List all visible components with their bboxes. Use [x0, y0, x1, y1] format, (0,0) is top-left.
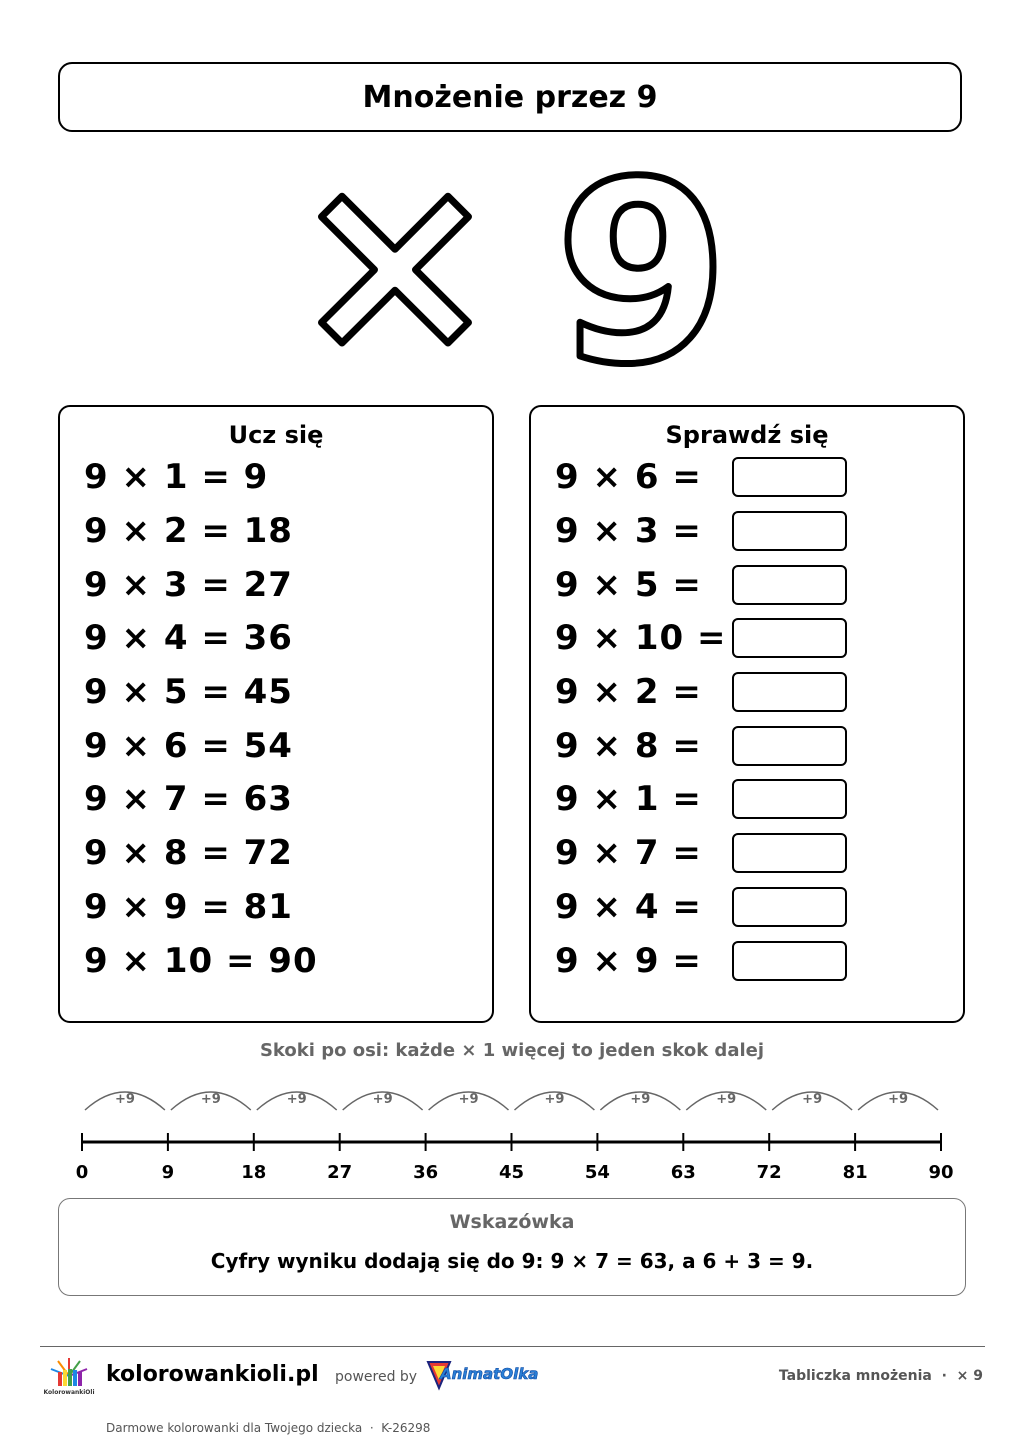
- number-line-tick-label: 9: [161, 1162, 175, 1183]
- number-line-tick-label: 90: [928, 1162, 954, 1183]
- powered-by-label: powered by: [335, 1369, 418, 1385]
- check-question: 9 × 2 =: [555, 672, 702, 712]
- check-title: Sprawdź się: [665, 421, 829, 449]
- jump-label: +9: [716, 1092, 737, 1107]
- hint-box: [58, 1198, 966, 1296]
- learn-row: 9 × 3 = 27: [84, 565, 293, 605]
- learn-title: Ucz się: [228, 421, 324, 449]
- footer-right-label: Tabliczka mnożenia · × 9: [778, 1368, 983, 1384]
- number-line-tick-label: 72: [756, 1162, 782, 1183]
- learn-row: 9 × 2 = 18: [84, 511, 293, 551]
- hint-text: Cyfry wyniku dodają się do 9: 9 × 7 = 63, a 6 + 3 = 9.: [210, 1249, 814, 1273]
- page-title-box: [58, 62, 962, 132]
- jump-label: +9: [114, 1092, 135, 1107]
- check-question: 9 × 8 =: [555, 726, 702, 766]
- learn-row: 9 × 7 = 63: [84, 779, 293, 819]
- answer-box[interactable]: [732, 511, 847, 551]
- answer-box[interactable]: [732, 941, 847, 981]
- learn-panel: [58, 405, 494, 1023]
- answer-box[interactable]: [732, 457, 847, 497]
- jump-label: +9: [630, 1092, 651, 1107]
- number-line-tick-label: 0: [75, 1162, 89, 1183]
- answer-box[interactable]: [732, 565, 847, 605]
- hint-title: Wskazówka: [449, 1211, 575, 1233]
- jump-label: +9: [458, 1092, 479, 1107]
- number-line-tick-label: 36: [413, 1162, 439, 1183]
- jump-label: +9: [544, 1092, 565, 1107]
- answer-box[interactable]: [732, 887, 847, 927]
- jump-label: +9: [888, 1092, 909, 1107]
- page-title: Mnożenie przez 9: [362, 79, 658, 115]
- number-line-caption: Skoki po osi: każde × 1 więcej to jeden skok dalej: [259, 1040, 765, 1061]
- jump-label: +9: [286, 1092, 307, 1107]
- big-multiply-symbol: ×: [290, 116, 500, 407]
- learn-row: 9 × 8 = 72: [84, 833, 293, 873]
- jump-label: +9: [802, 1092, 823, 1107]
- number-line-tick-label: 81: [842, 1162, 868, 1183]
- site-name-link[interactable]: kolorowankioli.pl: [106, 1362, 319, 1387]
- big-multiply-nine: [0, 116, 1024, 419]
- check-panel: [529, 405, 965, 1023]
- number-line-tick-label: 27: [327, 1162, 353, 1183]
- animatolka-logo-icon[interactable]: [424, 1356, 539, 1392]
- check-question: 9 × 5 =: [555, 565, 702, 605]
- number-line-tick-label: 45: [498, 1162, 525, 1183]
- answer-box[interactable]: [732, 618, 847, 658]
- check-question: 9 × 1 =: [555, 779, 702, 819]
- check-question: 9 × 7 =: [555, 833, 702, 873]
- big-number: 9: [555, 128, 729, 419]
- learn-row: 9 × 1 = 9: [84, 457, 269, 497]
- footer-divider: [40, 1346, 985, 1347]
- check-question: 9 × 10 =: [555, 618, 727, 658]
- answer-box[interactable]: [732, 779, 847, 819]
- check-question: 9 × 3 =: [555, 511, 702, 551]
- footer-tagline: Darmowe kolorowanki dla Twojego dziecka · K-26298: [106, 1421, 431, 1435]
- jump-label: +9: [200, 1092, 221, 1107]
- kolorowankioli-logo-icon[interactable]: [44, 1354, 94, 1398]
- logo-text: KolorowankiOli: [43, 1389, 95, 1396]
- number-line: [0, 1080, 1024, 1190]
- brand-name: AnimatOlka: [440, 1365, 539, 1383]
- check-question: 9 × 6 =: [555, 457, 702, 497]
- check-question: 9 × 4 =: [555, 887, 702, 927]
- number-line-tick-label: 63: [670, 1162, 696, 1183]
- learn-row: 9 × 6 = 54: [84, 726, 293, 766]
- number-line-tick-label: 18: [241, 1162, 267, 1183]
- learn-row: 9 × 10 = 90: [84, 941, 318, 981]
- answer-box[interactable]: [732, 726, 847, 766]
- learn-row: 9 × 9 = 81: [84, 887, 293, 927]
- check-question: 9 × 9 =: [555, 941, 702, 981]
- learn-row: 9 × 4 = 36: [84, 618, 293, 658]
- number-line-tick-label: 54: [584, 1162, 610, 1183]
- learn-row: 9 × 5 = 45: [84, 672, 293, 712]
- answer-box[interactable]: [732, 672, 847, 712]
- jump-label: +9: [372, 1092, 393, 1107]
- answer-box[interactable]: [732, 833, 847, 873]
